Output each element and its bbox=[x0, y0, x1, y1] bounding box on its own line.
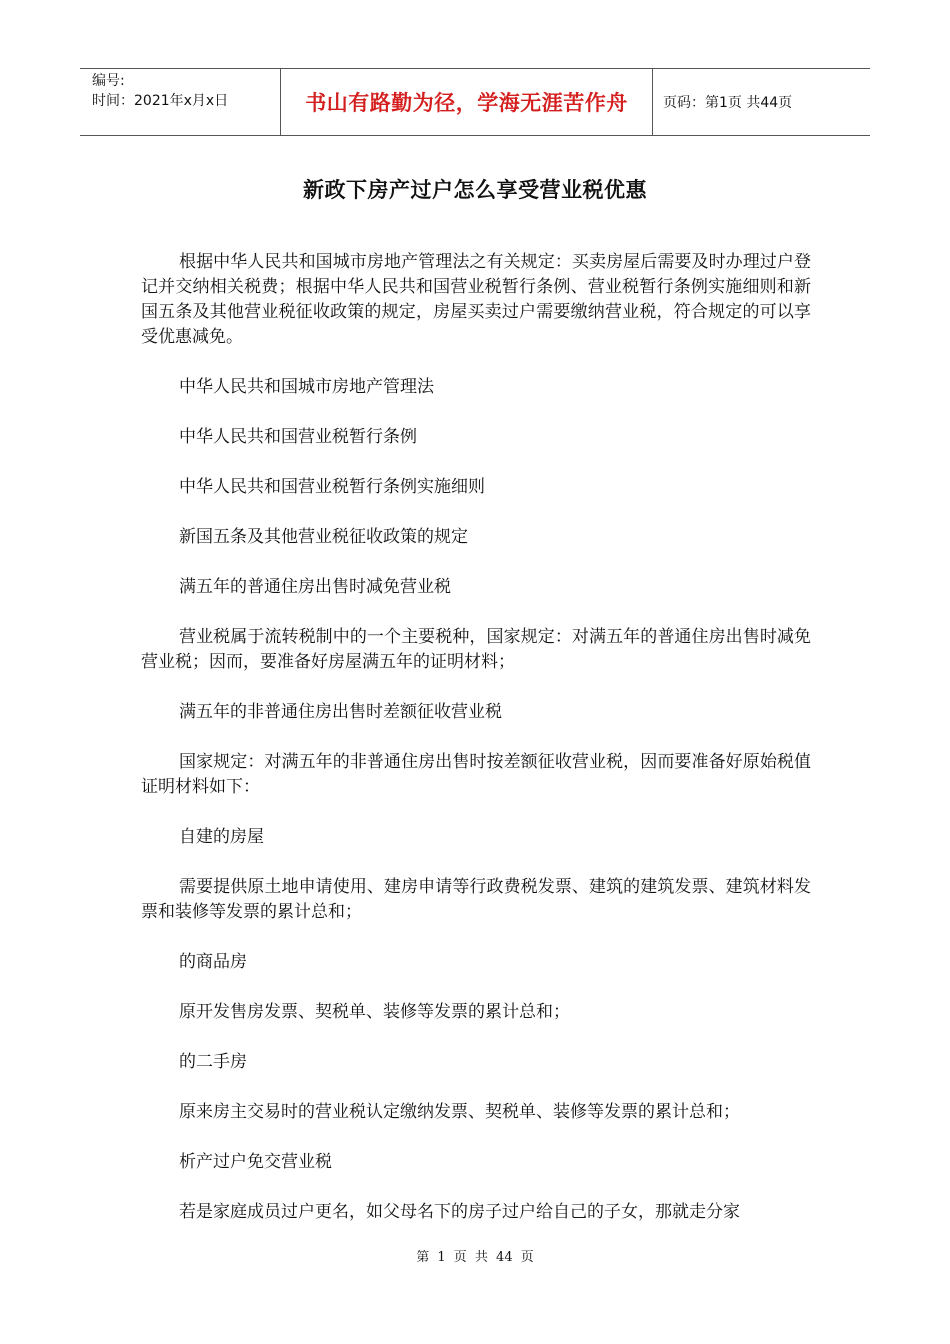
paragraph: 的商品房 bbox=[179, 952, 247, 972]
page-footer: 第 1 页 共 44 页 bbox=[416, 1250, 534, 1265]
document-date: 时间：2021年x月x日 bbox=[92, 93, 229, 109]
paragraph: 原来房主交易时的营业税认定缴纳发票、契税单、装修等发票的累计总和； bbox=[179, 1102, 740, 1122]
paragraph: 满五年的非普通住房出售时差额征收营业税 bbox=[179, 702, 502, 722]
paragraph: 满五年的普通住房出售时减免营业税 bbox=[179, 577, 451, 597]
paragraph: 需要提供原土地申请使用、建房申请等行政费税发票、建筑的建筑发票、建筑材料发票和装修等发票的累计总和； bbox=[141, 877, 811, 922]
paragraph: 根据中华人民共和国城市房地产管理法之有关规定：买卖房屋后需要及时办理过户登记并交纳相关税费；根据中华人民共和国营业税暂行条例、营业税暂行条例实施细则和新国五条及其他营业税征收政策的规定，房屋买卖过户需要缴纳营业税，符合规定的可以享受优惠减免。 bbox=[141, 252, 811, 347]
header-meta bbox=[80, 69, 280, 135]
header-motto: 书山有路勤为径，学海无涯苦作舟 bbox=[280, 69, 653, 135]
document-header bbox=[80, 68, 870, 136]
paragraph: 自建的房屋 bbox=[179, 827, 264, 847]
paragraph: 中华人民共和国营业税暂行条例 bbox=[179, 427, 417, 447]
paragraph: 中华人民共和国城市房地产管理法 bbox=[179, 377, 434, 397]
paragraph: 国家规定：对满五年的非普通住房出售时按差额征收营业税，因而要准备好原始税值证明材料如下： bbox=[141, 752, 811, 797]
document-title: 新政下房产过户怎么享受营业税优惠 bbox=[303, 178, 647, 202]
paragraph: 析产过户免交营业税 bbox=[179, 1152, 332, 1172]
paragraph: 原开发售房发票、契税单、装修等发票的累计总和； bbox=[179, 1002, 570, 1022]
paragraph: 新国五条及其他营业税征收政策的规定 bbox=[179, 527, 468, 547]
paragraph: 营业税属于流转税制中的一个主要税种，国家规定：对满五年的普通住房出售时减免营业税；因而，要准备好房屋满五年的证明材料； bbox=[141, 627, 811, 672]
document-body bbox=[141, 250, 811, 1250]
header-page-info: 页码：第1页 共44页 bbox=[663, 95, 793, 111]
paragraph: 的二手房 bbox=[179, 1052, 247, 1072]
paragraph: 中华人民共和国营业税暂行条例实施细则 bbox=[179, 477, 485, 497]
paragraph: 若是家庭成员过户更名，如父母名下的房子过户给自己的子女，那就走分家 bbox=[179, 1202, 740, 1222]
document-number-label: 编号: bbox=[92, 73, 125, 89]
